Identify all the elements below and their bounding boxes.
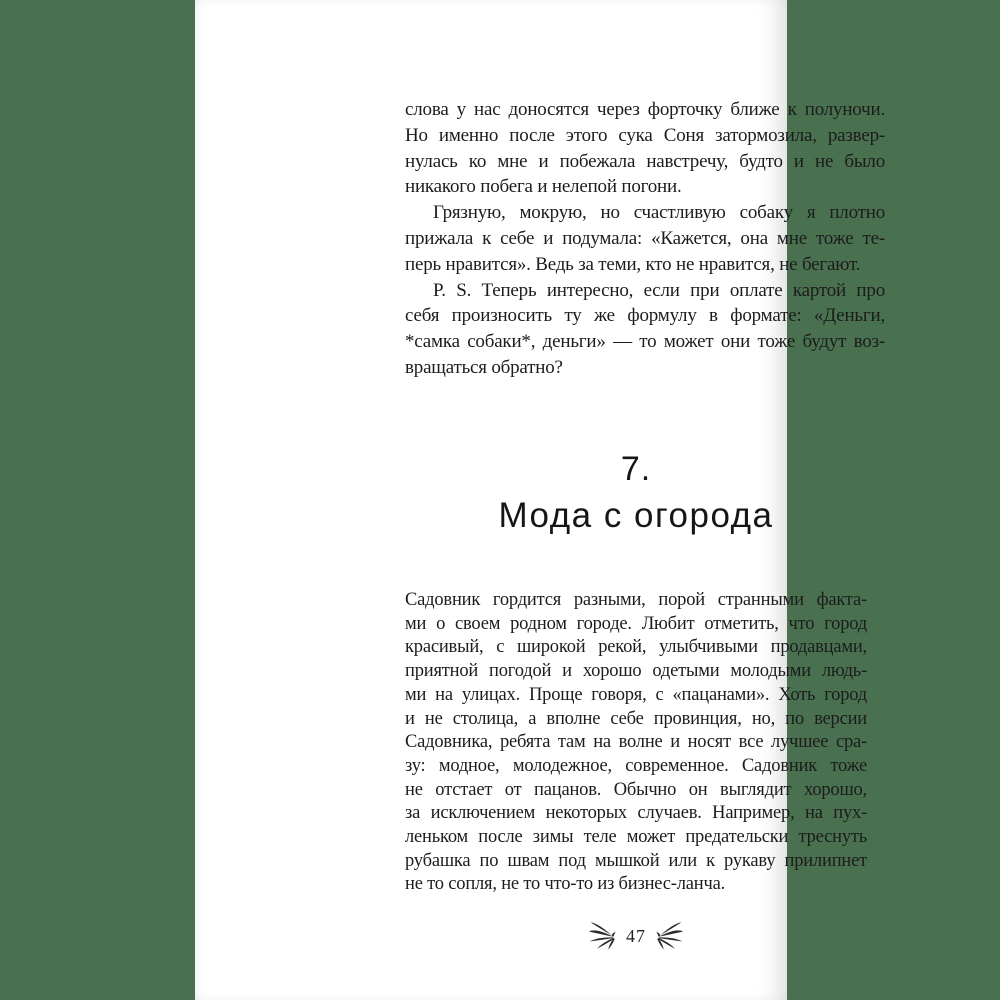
text-line: себя произносить ту же формулу в формате: «Деньги, (405, 305, 885, 327)
chapter-title: Мода с огорода (498, 496, 774, 535)
page-footer (405, 918, 867, 954)
chapter-heading (405, 451, 867, 535)
text-block-before-chapter (405, 97, 885, 381)
chapter-number: 7. (620, 450, 652, 488)
text-line: Грязную, мокрую, но счастливую собаку я плотно (433, 202, 885, 224)
leaf-ornament-right-icon (656, 920, 685, 952)
text-line: слова у нас доносятся через форточку ближе к полуночи. (405, 99, 885, 120)
paragraph (405, 200, 885, 277)
text-line: и не столица, а вполне себе провинция, но, по версии (405, 708, 867, 729)
text-line: ми о своем родном городе. Любит отметить, что город (405, 613, 867, 634)
text-line: не то сопля, не то что-то из бизнес-ланча. (405, 874, 726, 895)
text-line: Садовник гордится разными, порой странными факта- (405, 590, 867, 610)
text-line: красивый, с широкой рекой, улыбчивыми продавцами, (405, 637, 867, 658)
text-line: Но именно после этого сука Соня затормозила, развер- (405, 124, 885, 146)
text-line: приятной погодой и хорошо одетыми молодыми людь- (405, 661, 867, 682)
book-page (195, 0, 885, 1000)
text-line: рубашка по швам под мышкой или к рукаву прилипнет (405, 850, 867, 871)
text-line: не отстает от пацанов. Обычно он выглядит хорошо, (405, 779, 867, 800)
text-line: за исключением некоторых случаев. Например, на пух- (405, 803, 867, 824)
text-line: нулась ко мне и побежала навстречу, будто и не было (405, 150, 885, 172)
text-line: *самка собаки*, деньги» — то может они тоже будут воз- (405, 331, 885, 353)
paragraph (405, 589, 867, 897)
text-line: Садовника, ребята там на волне и носят все лучшее сра- (405, 732, 867, 753)
page-number: 47 (626, 925, 646, 946)
text-line: P. S. Теперь интересно, если при оплате картой про (433, 279, 885, 301)
text-line: зу: модное, молодежное, современное. Садовник тоже (405, 755, 867, 776)
paragraph (405, 97, 885, 200)
paragraph (405, 278, 885, 381)
leaf-ornament-left-icon (587, 920, 616, 952)
text-line: леньком после зимы теле может предательски треснуть (405, 827, 867, 848)
text-line: перь нравится». Ведь за теми, кто не нравится, не бегают. (405, 253, 861, 275)
text-line: ми на улицах. Проще говоря, с «пацанами». Хоть город (405, 684, 867, 705)
text-line: прижала к себе и подумала: «Кажется, она мне тоже те- (405, 227, 885, 249)
text-line: никакого побега и нелепой погони. (405, 176, 682, 198)
text-line: вращаться обратно? (405, 356, 563, 378)
text-block-after-chapter (405, 589, 867, 897)
